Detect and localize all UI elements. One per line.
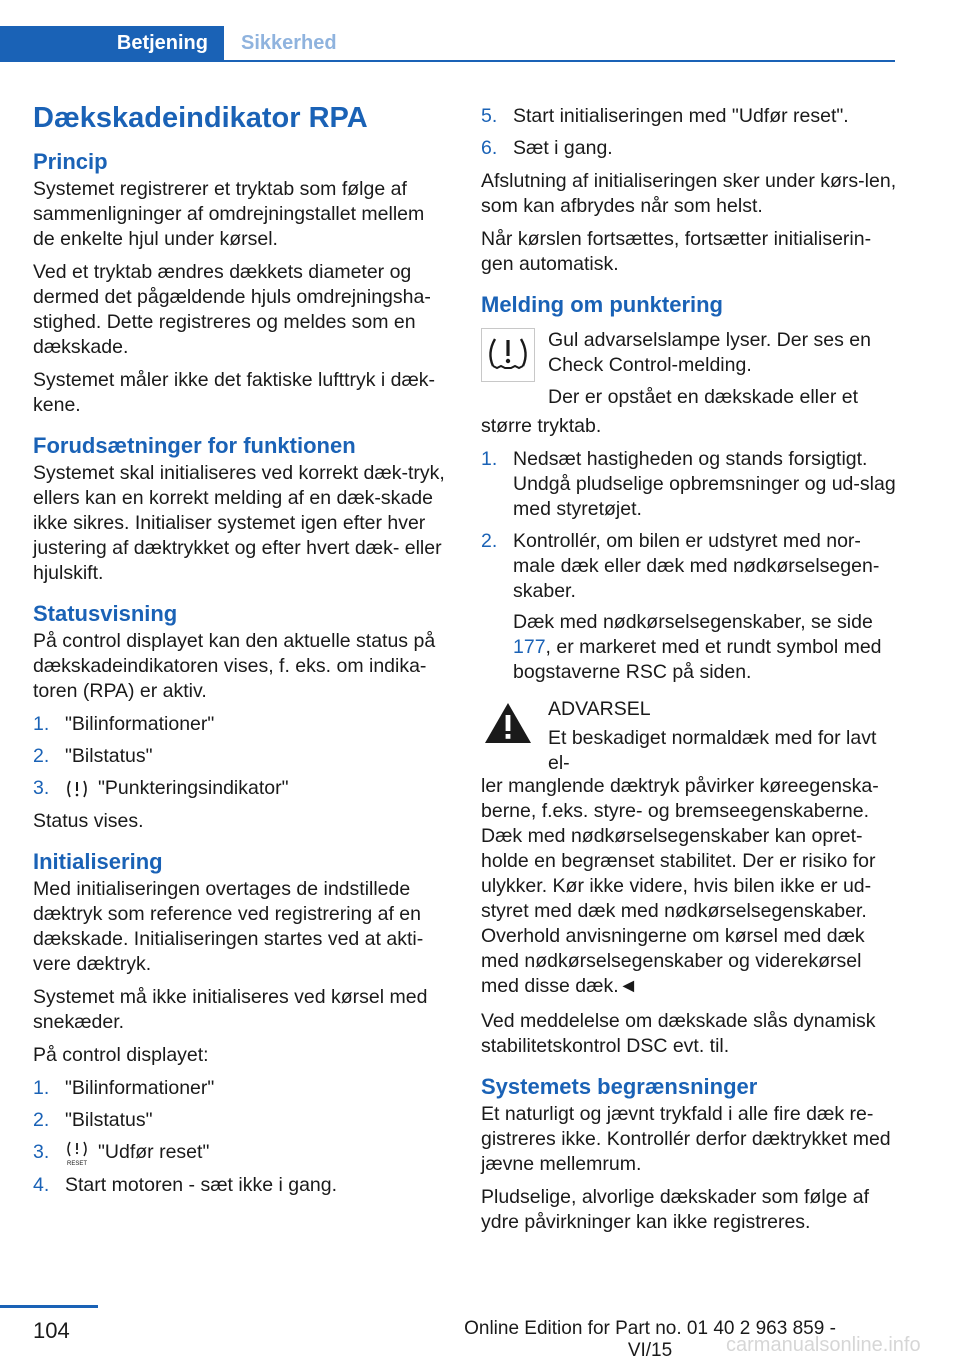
tire-pressure-warning-icon	[481, 328, 535, 382]
heading-forudsaetninger: Forudsætninger for funktionen	[33, 433, 356, 458]
page-link[interactable]: 177	[513, 636, 546, 658]
list-item	[33, 712, 451, 737]
right-column	[481, 104, 899, 1243]
paragraph: større tryktab.	[481, 415, 602, 437]
list-item	[33, 776, 451, 801]
warning-lamp-block	[481, 328, 899, 410]
melding-steps	[481, 447, 899, 685]
list-number: 2.	[33, 745, 50, 767]
list-text: "Bilstatus"	[65, 1109, 153, 1131]
paragraph: Status vises.	[33, 810, 144, 832]
list-item	[481, 104, 899, 129]
paragraph: Et naturligt og jævnt trykfald i alle fire dæk re-gistreres ikke. Kontrollér derfor dæktrykket med jævne mellemrum.	[481, 1103, 891, 1175]
list-item	[33, 744, 451, 769]
tire-reset-icon	[65, 1140, 89, 1166]
heading-princip: Princip	[33, 149, 108, 174]
section-tabs	[0, 26, 895, 62]
list-text: "Bilinformationer"	[65, 1077, 215, 1099]
list-text: Start motoren - sæt ikke i gang.	[65, 1174, 338, 1196]
watermark: carmanualsonline.info	[726, 1334, 921, 1356]
list-text: "Bilstatus"	[65, 745, 153, 767]
paragraph: Systemet må ikke initialiseres ved kørsel med snekæder.	[33, 986, 428, 1033]
paragraph: Ved et tryktab ændres dækkets diameter og dermed det pågældende hjuls omdrejningsha-stighed. Dette registreres og meldes som en dækskade.	[33, 261, 431, 358]
paragraph: Systemet registrerer et tryktab som følge af sammenligninger af omdrejningstallet mellem de enkelte hjul under kørsel.	[33, 178, 425, 250]
status-steps	[33, 712, 451, 801]
tab-sikkerhed[interactable]: Sikkerhed	[241, 31, 337, 54]
paragraph: Systemet skal initialiseres ved korrekt dæk-tryk, ellers kan en korrekt melding af en dæk-skade ikke sikres. Initialiser systemet igen efter hver justering af dæktrykket og efter hvert dæk- eller hjulskift.	[33, 462, 445, 584]
footer-divider	[0, 1305, 98, 1308]
left-column	[33, 100, 451, 1206]
paragraph: Pludselige, alvorlige dækskader som følge af ydre påvirkninger kan ikke registreres.	[481, 1186, 870, 1233]
paragraph: Et beskadiget normaldæk med for lavt el-	[548, 727, 877, 774]
list-text: Kontrollér, om bilen er udstyret med nor-male dæk eller dæk med nødkørselsegen-skaber.	[513, 530, 880, 602]
heading-begraensninger: Systemets begrænsninger	[481, 1074, 758, 1099]
heading-melding: Melding om punktering	[481, 292, 723, 317]
heading-initialisering: Initialisering	[33, 849, 163, 874]
sub-text: , er markeret med et rundt symbol med bogstaverne RSC på siden.	[513, 636, 882, 683]
warning-triangle-icon	[481, 697, 535, 751]
heading-statusvisning: Statusvisning	[33, 601, 178, 626]
list-number: 1.	[33, 713, 50, 735]
list-number: 5.	[481, 105, 498, 127]
list-text: Nedsæt hastigheden og stands forsigtigt. Undgå pludselige opbremsninger og ud-slag med styretøjet.	[513, 448, 896, 520]
paragraph: Ved meddelelse om dækskade slås dynamisk stabilitetskontrol DSC evt. til.	[481, 1010, 876, 1057]
list-number: 1.	[33, 1077, 50, 1099]
edition-text: Online Edition for Part no. 01 40 2 963 859 - VI/15	[464, 1318, 836, 1361]
list-item	[33, 1108, 451, 1133]
list-number: 2.	[33, 1109, 50, 1131]
warning-block	[481, 697, 899, 776]
list-text: "Udfør reset"	[98, 1141, 210, 1164]
warning-title: ADVARSEL	[548, 698, 651, 720]
header-divider	[0, 60, 895, 62]
page-number: 104	[33, 1318, 70, 1343]
list-item	[33, 1076, 451, 1101]
list-number: 6.	[481, 137, 498, 159]
list-item	[33, 1173, 451, 1198]
list-item	[481, 136, 899, 161]
init-steps	[33, 1076, 451, 1198]
paragraph: Der er opstået en dækskade eller et	[548, 386, 859, 408]
paragraph: Med initialiseringen overtages de indstillede dæktryk som reference ved registrering af en dækskade. Initialiseringen startes ved at akti-vere dæktryk.	[33, 878, 424, 975]
paragraph: Gul advarselslampe lyser. Der ses en Check Control-melding.	[548, 329, 871, 376]
list-text: "Punkteringsindikator"	[98, 777, 289, 799]
paragraph: Når kørslen fortsættes, fortsætter initialiserin-gen automatisk.	[481, 228, 872, 275]
page-title: Dækskadeindikator RPA	[33, 102, 368, 134]
paragraph: På control displayet:	[33, 1044, 209, 1066]
list-number: 1.	[481, 448, 498, 470]
tab-betjening[interactable]: Betjening	[0, 26, 224, 60]
paragraph: Systemet måler ikke det faktiske lufttryk i dæk-kene.	[33, 369, 436, 416]
paragraph: På control displayet kan den aktuelle status på dækskadeindikatoren vises, f. eks. om indika-toren (RPA) er aktiv.	[33, 630, 436, 702]
reset-icon-label: RESET	[66, 1161, 88, 1166]
paragraph: ler manglende dæktryk påvirker køreegenska-berne, f.eks. styre- og bremseegenskaberne. Dæk med nødkørselsegenskaber kan opret-holde en begrænset stabilitet. Der er risiko for ulykker. Kør ikke videre, hvis bilen ikke er ud-styret med dæk med nødkørselsegenskaber. Overhold anvisningerne om kørsel med dæk med nødkørselsegenskaber og viderekørsel med disse dæk.◄	[481, 775, 879, 997]
list-text: "Bilinformationer"	[65, 713, 215, 735]
paragraph	[513, 610, 899, 685]
tire-warning-icon	[65, 778, 89, 800]
sub-text: Dæk med nødkørselsegenskaber, se side	[513, 611, 873, 633]
init-steps-continued	[481, 104, 899, 161]
list-number: 3.	[33, 1141, 50, 1163]
list-number: 4.	[33, 1174, 50, 1196]
list-item	[481, 529, 899, 604]
list-text: Sæt i gang.	[513, 137, 613, 159]
list-text: Start initialiseringen med "Udfør reset".	[513, 105, 849, 127]
paragraph: Afslutning af initialiseringen sker under kørs-len, som kan afbrydes når som helst.	[481, 170, 897, 217]
list-number: 2.	[481, 530, 498, 552]
list-item	[33, 1140, 451, 1166]
list-item	[481, 447, 899, 522]
list-number: 3.	[33, 777, 50, 799]
